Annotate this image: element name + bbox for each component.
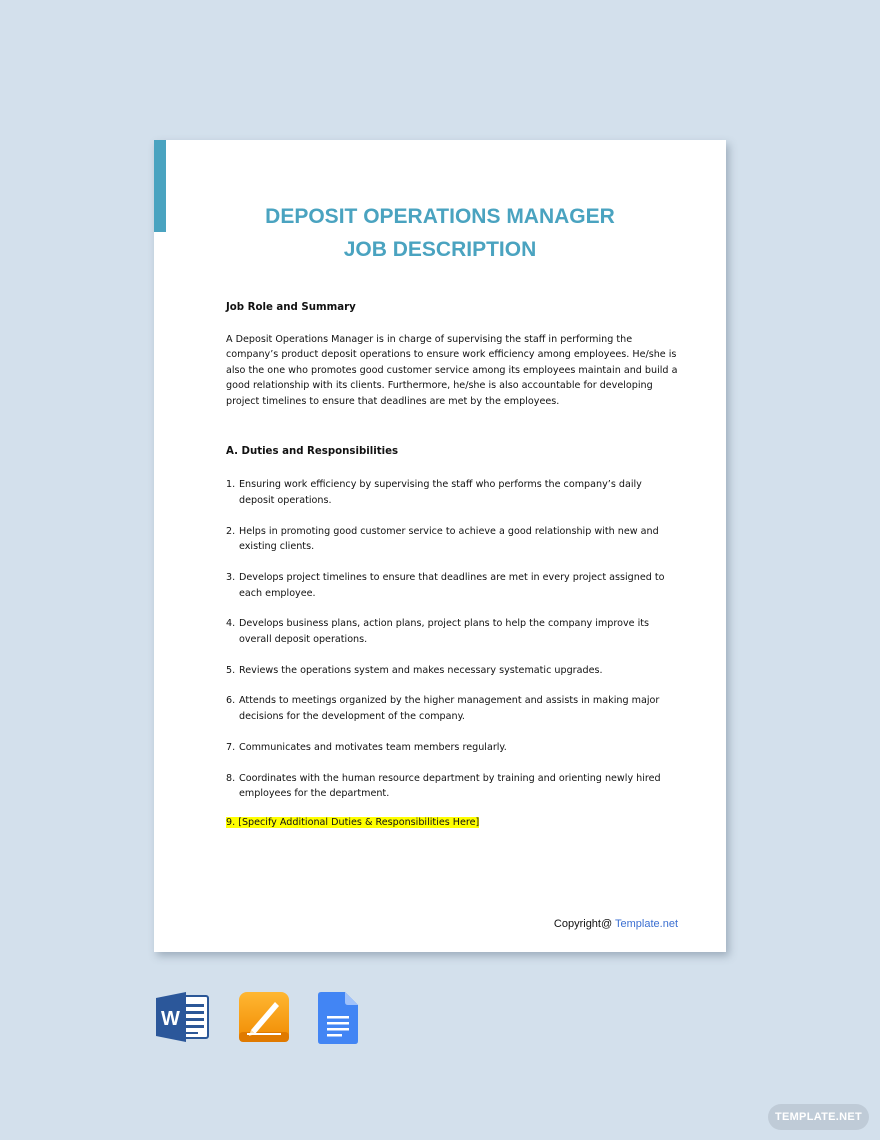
pages-icon[interactable] bbox=[239, 992, 289, 1047]
list-item bbox=[226, 616, 680, 647]
list-item-number: 1. bbox=[226, 479, 236, 491]
list-item-number: 6. bbox=[226, 695, 236, 707]
highlighted-placeholder: 9. [Specify Additional Duties & Responsibilities Here] bbox=[226, 816, 480, 828]
list-item-text: Helps in promoting good customer service to achieve a good relationship with new and existing clients. bbox=[239, 525, 659, 553]
list-item-text: Coordinates with the human resource department by training and orienting newly hired employees for the department. bbox=[239, 772, 661, 800]
template-net-badge[interactable]: TEMPLATE.NET bbox=[768, 1104, 869, 1130]
copyright-link[interactable]: Template.net bbox=[615, 918, 678, 930]
list-item-number: 7. bbox=[226, 741, 236, 753]
list-item bbox=[226, 693, 680, 724]
list-item-number: 5. bbox=[226, 664, 236, 676]
list-item-text: Develops project timelines to ensure that deadlines are met in every project assigned to each employee. bbox=[239, 571, 665, 599]
list-item-text: Ensuring work efficiency by supervising the staff who performs the company’s daily deposit operations. bbox=[239, 479, 642, 506]
list-item-text: Attends to meetings organized by the higher management and assists in making major decisions for the development of the company. bbox=[239, 695, 660, 723]
summary-heading: Job Role and Summary bbox=[226, 302, 356, 313]
document-title bbox=[154, 200, 726, 266]
list-item bbox=[226, 740, 680, 756]
list-item-number: 2. bbox=[226, 525, 236, 537]
google-docs-icon[interactable] bbox=[318, 992, 358, 1049]
list-item bbox=[226, 771, 680, 802]
title-line-1: DEPOSIT OPERATIONS MANAGER bbox=[265, 205, 615, 228]
list-item bbox=[226, 570, 680, 601]
list-item-text: Communicates and motivates team members regularly. bbox=[239, 741, 507, 753]
list-item bbox=[226, 524, 680, 555]
duties-heading: A. Duties and Responsibilities bbox=[226, 445, 399, 457]
list-item-text: Develops business plans, action plans, project plans to help the company improve its overall deposit operations. bbox=[239, 618, 650, 645]
copyright-prefix: Copyright@ bbox=[553, 918, 616, 930]
list-item-number: 8. bbox=[226, 772, 236, 784]
svg-text:W: W bbox=[161, 1008, 180, 1030]
document-page bbox=[154, 140, 726, 952]
title-line-2: JOB DESCRIPTION bbox=[343, 238, 537, 261]
copyright-notice bbox=[554, 918, 678, 930]
duties-list bbox=[226, 477, 680, 802]
placeholder-duty bbox=[226, 815, 680, 831]
list-item bbox=[226, 477, 680, 508]
document-body bbox=[226, 300, 680, 831]
list-item-number: 4. bbox=[226, 618, 236, 630]
list-item-number: 3. bbox=[226, 571, 236, 583]
list-item bbox=[226, 663, 680, 679]
list-item-text: Reviews the operations system and makes necessary systematic upgrades. bbox=[239, 664, 603, 676]
summary-text: A Deposit Operations Manager is in charge of supervising the staff in performing the company’s product deposit operations to ensure work efficiency among employees. He/she is also the one who promotes good customer service among its employees maintain and build a good relationship with its clients. Furthermore, he/she is also accountable for developing project timelines to ensure that deadlines are met by the employees. bbox=[226, 333, 678, 407]
word-icon[interactable] bbox=[156, 992, 210, 1047]
